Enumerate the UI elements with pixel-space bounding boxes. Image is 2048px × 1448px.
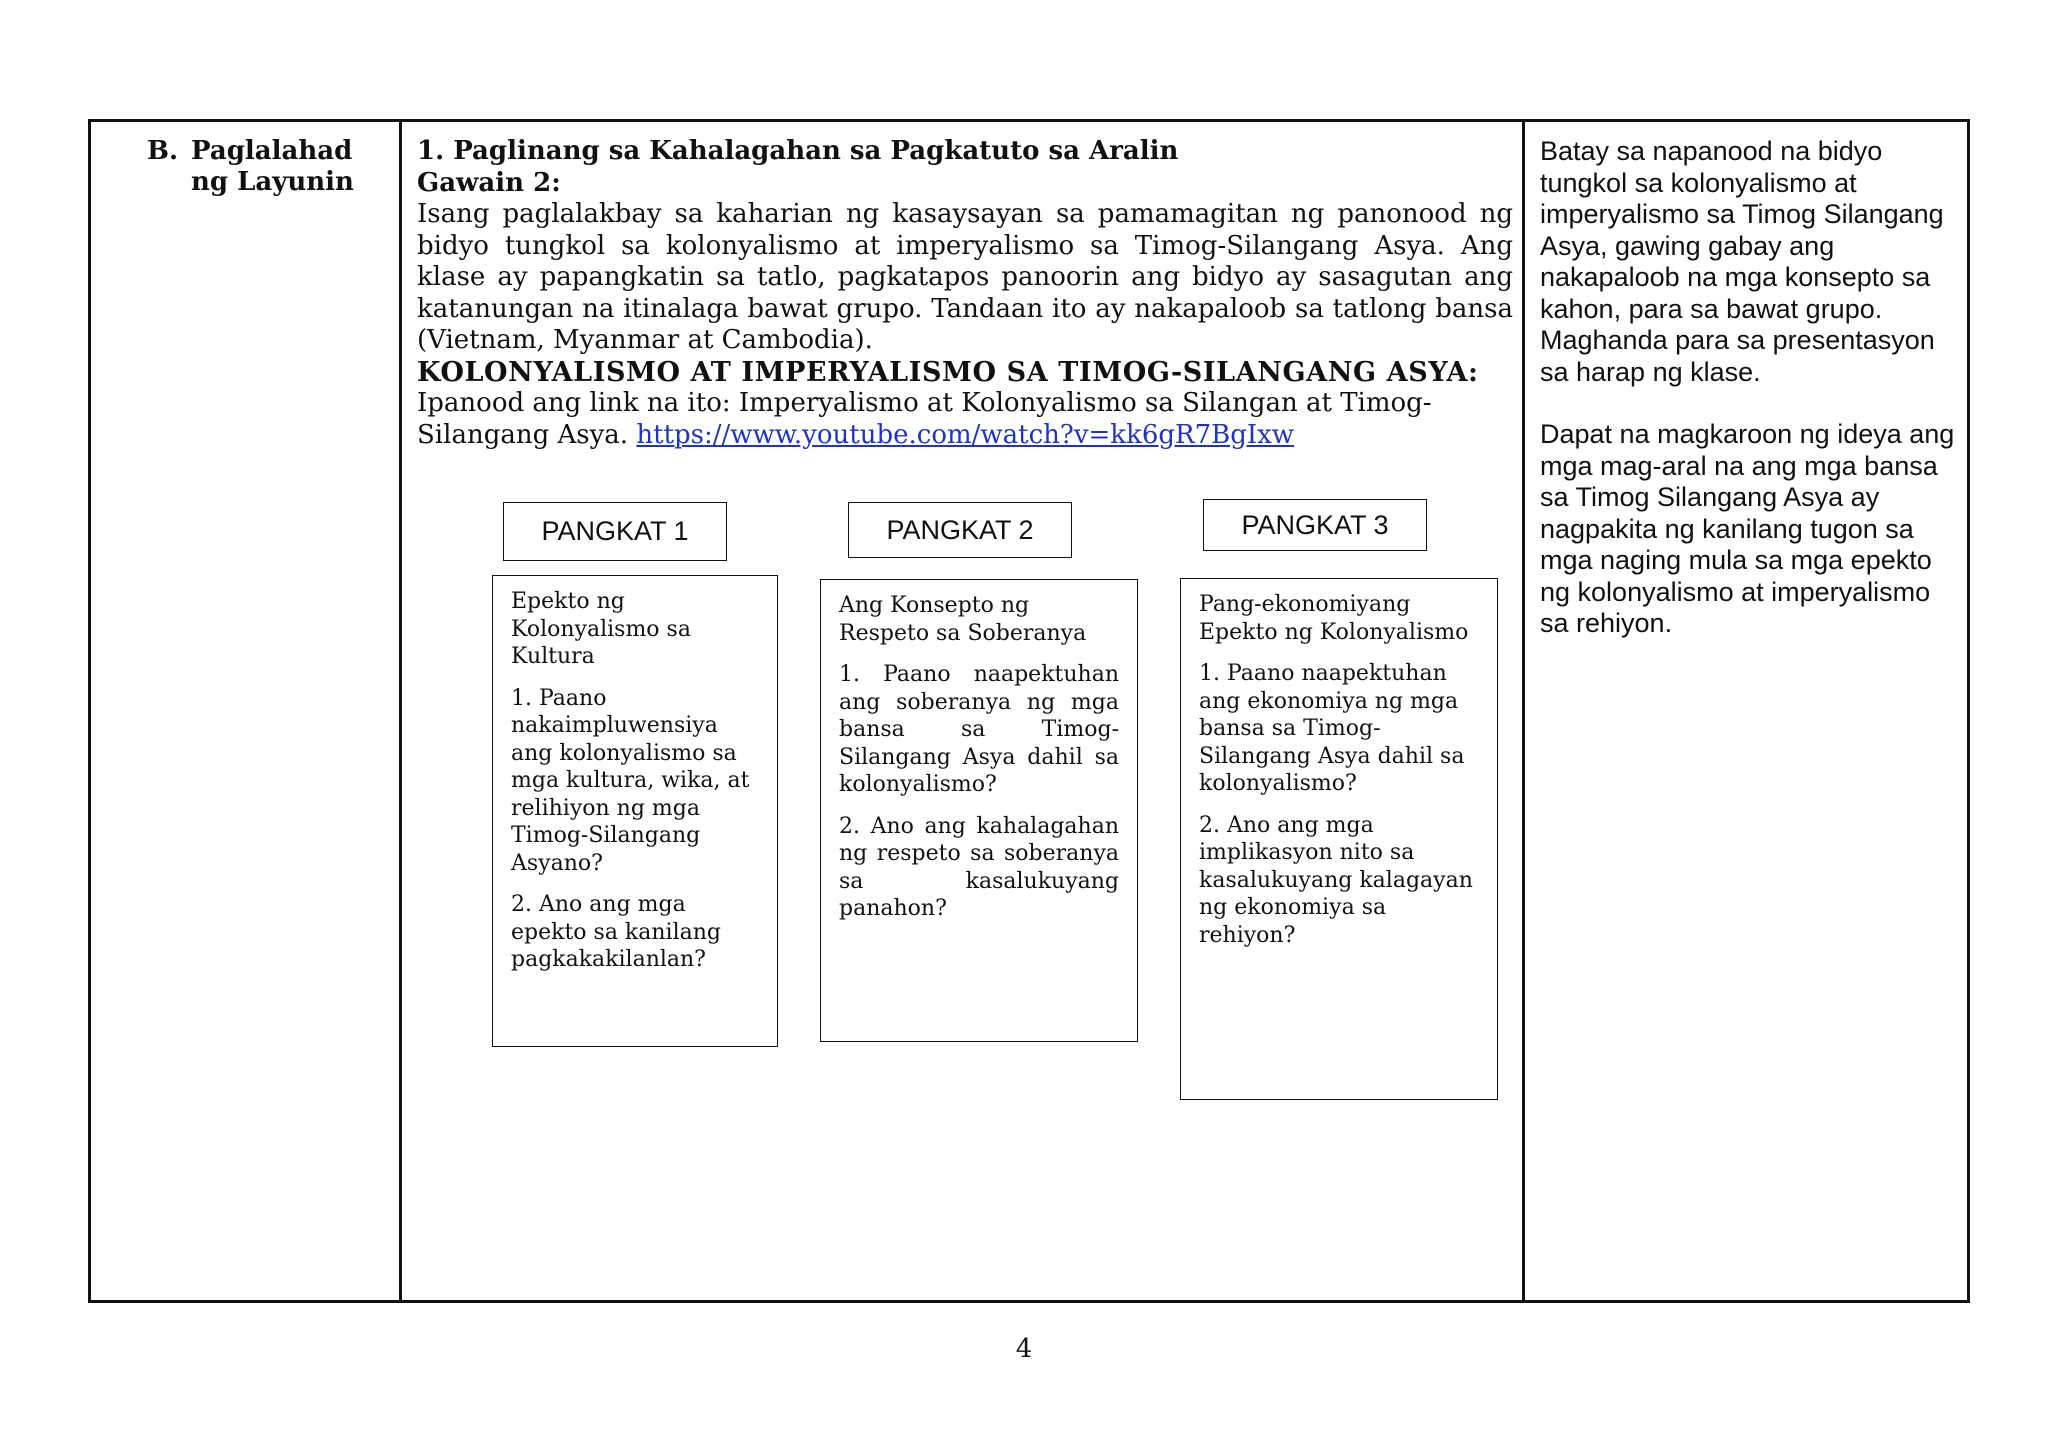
- video-link[interactable]: https://www.youtube.com/watch?v=kk6gR7BgIxw: [636, 419, 1295, 450]
- group-3-box: [1180, 578, 1498, 1100]
- group-1-label: PANGKAT 1: [503, 502, 727, 561]
- section-letter: B.: [147, 136, 179, 166]
- group-3-label: PANGKAT 3: [1203, 499, 1427, 551]
- section-title: Paglalahad ng Layunin: [191, 136, 354, 197]
- group-1-box: [492, 575, 778, 1047]
- notes-column: [1528, 122, 1967, 1300]
- video-instruction: [417, 388, 1513, 451]
- activity-heading: 1. Paglinang sa Kahalagahan sa Pagkatuto sa Aralin: [417, 136, 1179, 166]
- section-column: [91, 122, 402, 1300]
- group-2-topic: Ang Konsepto ng Respeto sa Soberanya: [839, 593, 1087, 646]
- notes-content: [1540, 136, 1960, 671]
- topic-heading: KOLONYALISMO AT IMPERYALISMO SA TIMOG-SILANGANG ASYA:: [417, 356, 1479, 388]
- group-3-topic: Pang-ekonomiyang Epekto ng Kolonyalismo: [1199, 592, 1469, 645]
- group-2-label: PANGKAT 2: [848, 502, 1072, 558]
- group-2-question-2: 2. Ano ang kahalagahan ng respeto sa soberanya sa kasalukuyang panahon?: [839, 813, 1119, 921]
- lesson-plan-table: [88, 119, 1970, 1303]
- group-3-question-2: 2. Ano ang mga implikasyon nito sa kasalukuyang kalagayan ng ekonomiya sa rehiyon?: [1199, 812, 1473, 948]
- group-1-question-1: 1. Paano nakaimpluwensiya ang kolonyalismo sa mga kultura, wika, at relihiyon ng mga Timog-Silangang Asyano?: [511, 685, 750, 876]
- notes-paragraph-1: Batay sa napanood na bidyo tungkol sa kolonyalismo at imperyalismo sa Timog Silangang Asya, gawing gabay ang nakapaloob na mga konsepto sa kahon, para sa bawat grupo. Maghanda para sa presentasyon sa harap ng klase.: [1540, 136, 1944, 387]
- activity-column: [405, 122, 1525, 1300]
- group-1-question-2: 2. Ano ang mga epekto sa kanilang pagkakakilanlan?: [511, 892, 721, 972]
- group-2-box: [820, 579, 1138, 1042]
- group-1-topic: Epekto ng Kolonyalismo sa Kultura: [511, 589, 691, 669]
- page-number: 4: [1015, 1334, 1033, 1364]
- activity-subheading: Gawain 2:: [417, 167, 561, 198]
- group-2-question-1: 1. Paano naapektuhan ang soberanya ng mga bansa sa Timog-Silangang Asya dahil sa kolonyalismo?: [839, 662, 1119, 797]
- video-text: Ipanood ang link na ito: Imperyalismo at Kolonyalismo sa Silangan at Timog-Silangang Asya.: [417, 388, 1432, 450]
- notes-paragraph-2: Dapat na magkaroon ng ideya ang mga mag-aral na ang mga bansa sa Timog Silangang Asya ay nagpakita ng kanilang tugon sa mga naging mula sa mga epekto ng kolonyalismo at imperyalismo sa rehiyon.: [1540, 419, 1955, 638]
- activity-content: [417, 136, 1513, 451]
- group-3-question-1: 1. Paano naapektuhan ang ekonomiya ng mga bansa sa Timog-Silangang Asya dahil sa kolonyalismo?: [1199, 661, 1465, 796]
- activity-paragraph: Isang paglalakbay sa kaharian ng kasaysayan sa pamamagitan ng panonood ng bidyo tungkol sa kolonyalismo at imperyalismo sa Timog-Silangang Asya. Ang klase ay papangkatin sa tatlo, pagkatapos panoorin ang bidyo ay sasagutan ang katanungan na itinalaga bawat grupo. Tandaan ito ay nakapaloob sa tatlong bansa (Vietnam, Myanmar at Cambodia).: [417, 199, 1513, 355]
